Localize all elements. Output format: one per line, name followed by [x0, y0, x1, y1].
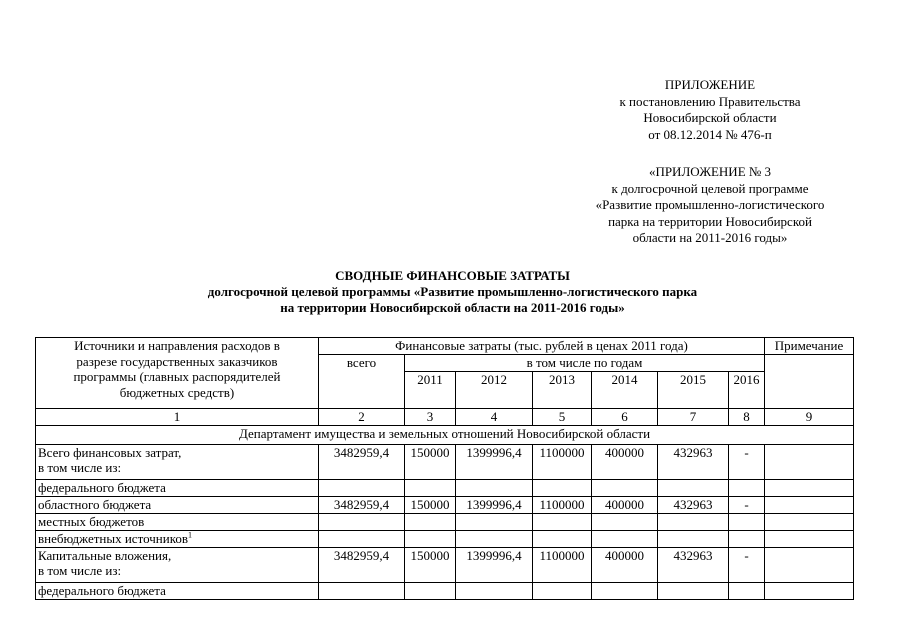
row-label-wrap	[38, 531, 316, 547]
value-cell: 432963	[658, 496, 729, 513]
column-number: 1	[36, 408, 319, 425]
value-cell: -	[729, 496, 765, 513]
row-label: областного бюджета	[38, 496, 152, 512]
sources-header-line: Источники и направления расходов в	[74, 338, 280, 353]
sources-header-line: программы (главных распорядителей	[73, 369, 281, 384]
program-appendix-line: области на 2011-2016 годы»	[632, 230, 788, 245]
row-label: внебюджетных источников	[38, 530, 188, 546]
value-cell	[765, 530, 854, 547]
value-cell: 432963	[658, 444, 729, 479]
program-appendix-block	[560, 164, 860, 247]
value-cell: 1100000	[533, 444, 592, 479]
value-cell: 150000	[405, 496, 456, 513]
value-cell	[658, 530, 729, 547]
appendix-line: ПРИЛОЖЕНИЕ	[664, 77, 756, 92]
column-number: 8	[729, 408, 765, 425]
value-cell	[658, 479, 729, 496]
value-cell	[456, 582, 533, 599]
value-cell	[456, 479, 533, 496]
column-number: 5	[533, 408, 592, 425]
total-header: всего	[319, 354, 405, 408]
sources-header-line: разрезе государственных заказчиков	[76, 353, 278, 369]
year-header: 2016	[729, 371, 765, 408]
value-cell	[765, 479, 854, 496]
column-number: 6	[592, 408, 658, 425]
value-cell: -	[729, 444, 765, 479]
value-cell: 1100000	[533, 547, 592, 582]
value-cell	[456, 513, 533, 530]
value-cell	[533, 479, 592, 496]
value-cell	[729, 479, 765, 496]
row-label: в том числе из:	[38, 563, 122, 578]
value-cell: 400000	[592, 444, 658, 479]
column-number: 4	[456, 408, 533, 425]
table-row	[36, 513, 854, 530]
program-appendix-line: парка на территории Новосибирской	[608, 213, 812, 229]
row-label-cell	[36, 547, 319, 582]
value-cell: 1399996,4	[456, 496, 533, 513]
program-appendix-line: к долгосрочной целевой программе	[611, 180, 809, 196]
row-label: Всего финансовых затрат,	[38, 444, 182, 460]
value-cell: 3482959,4	[319, 444, 405, 479]
note-header: Примечание	[765, 338, 854, 355]
value-cell	[533, 530, 592, 547]
value-cell	[765, 444, 854, 479]
row-label: местных бюджетов	[38, 513, 145, 529]
value-cell	[592, 479, 658, 496]
row-label: в том числе из:	[38, 460, 122, 475]
table-row	[36, 479, 854, 496]
value-cell	[319, 479, 405, 496]
value-cell	[405, 530, 456, 547]
value-cell	[592, 530, 658, 547]
row-label-cell	[36, 496, 319, 513]
row-label: федерального бюджета	[38, 479, 166, 495]
row-label-cell	[36, 530, 319, 547]
value-cell	[319, 513, 405, 530]
value-cell	[405, 582, 456, 599]
value-cell	[765, 582, 854, 599]
value-cell	[765, 547, 854, 582]
value-cell: 3482959,4	[319, 547, 405, 582]
table-row	[36, 547, 854, 582]
value-cell: 400000	[592, 547, 658, 582]
financial-header: Финансовые затраты (тыс. рублей в ценах 2011 года)	[319, 338, 765, 355]
value-cell: 432963	[658, 547, 729, 582]
value-cell	[765, 513, 854, 530]
value-cell	[729, 530, 765, 547]
value-cell	[658, 513, 729, 530]
column-number: 2	[319, 408, 405, 425]
value-cell	[729, 513, 765, 530]
row-label-cell	[36, 582, 319, 599]
row-label-cell	[36, 479, 319, 496]
by-years-header: в том числе по годам	[405, 354, 765, 371]
appendix-block	[560, 77, 860, 143]
sources-header-cell	[36, 338, 319, 409]
value-cell	[533, 582, 592, 599]
financial-table	[35, 337, 854, 600]
title-line: на территории Новосибирской области на 2011-2016 годы»	[280, 300, 625, 315]
department-row: Департамент имущества и земельных отношений Новосибирской области	[36, 425, 854, 444]
value-cell: 400000	[592, 496, 658, 513]
value-cell: 150000	[405, 444, 456, 479]
value-cell	[729, 582, 765, 599]
row-label-cell	[36, 513, 319, 530]
footnote-marker: 1	[188, 530, 192, 540]
program-appendix-line: «ПРИЛОЖЕНИЕ № 3	[648, 164, 772, 179]
row-label: Капитальные вложения,	[38, 547, 172, 563]
table-row	[36, 444, 854, 479]
year-header: 2013	[533, 371, 592, 408]
column-number: 3	[405, 408, 456, 425]
table-row	[36, 582, 854, 599]
value-cell: -	[729, 547, 765, 582]
value-cell	[319, 530, 405, 547]
year-header: 2011	[405, 371, 456, 408]
column-number: 9	[765, 408, 854, 425]
value-cell	[405, 479, 456, 496]
value-cell	[405, 513, 456, 530]
value-cell	[592, 582, 658, 599]
value-cell	[319, 582, 405, 599]
table-row	[36, 530, 854, 547]
value-cell	[658, 582, 729, 599]
table-row	[36, 496, 854, 513]
value-cell: 1399996,4	[456, 444, 533, 479]
value-cell	[456, 530, 533, 547]
document-title	[0, 268, 905, 316]
value-cell: 3482959,4	[319, 496, 405, 513]
value-cell: 1100000	[533, 496, 592, 513]
year-header: 2012	[456, 371, 533, 408]
year-header: 2014	[592, 371, 658, 408]
row-label-cell	[36, 444, 319, 479]
appendix-line: к постановлению Правительства	[619, 93, 801, 109]
title-line: долгосрочной целевой программы «Развитие промышленно-логистического парка	[207, 284, 698, 299]
value-cell	[592, 513, 658, 530]
note-header-spacer	[765, 354, 854, 408]
title-line: СВОДНЫЕ ФИНАНСОВЫЕ ЗАТРАТЫ	[335, 268, 570, 283]
value-cell	[765, 496, 854, 513]
value-cell: 1399996,4	[456, 547, 533, 582]
appendix-line: Новосибирской области	[643, 110, 777, 125]
year-header: 2015	[658, 371, 729, 408]
sources-header-line: бюджетных средств)	[119, 384, 235, 400]
appendix-line: от 08.12.2014 № 476-п	[648, 126, 772, 142]
column-number: 7	[658, 408, 729, 425]
row-label: федерального бюджета	[38, 582, 166, 598]
program-appendix-line: «Развитие промышленно-логистического	[595, 197, 825, 212]
value-cell: 150000	[405, 547, 456, 582]
value-cell	[533, 513, 592, 530]
